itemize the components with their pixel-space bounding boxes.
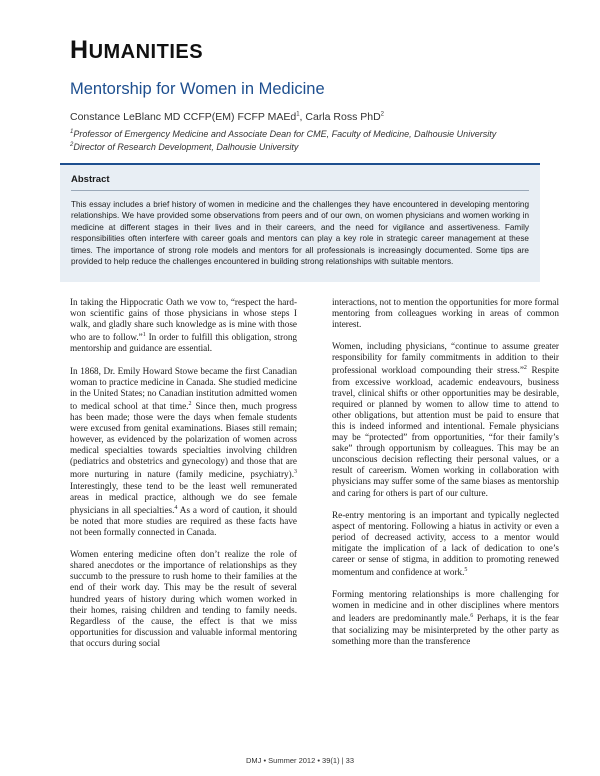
body-paragraph: interactions, not to mention the opportunities for more formal mentoring from colleagues working in areas of common interest. [332, 297, 559, 330]
abstract-heading: Abstract [71, 174, 110, 185]
body-paragraph: In taking the Hippocratic Oath we vow to, “respect the hard-won scientific gains of those physicians in whose steps I walk, and gladly share such knowledge as is mine with those who are to follow.”$^1$ In order to fulfill this obligation, strong mentorship and guidance are essential. [70, 297, 298, 354]
body-paragraph: Women entering medicine often don’t realize the role of shared anecdotes or the importance of relationships as they succumb to the pressure to rush home to their families at the end of their work day. This may be the result of several hundred years of history during which women worked in their homes, raising children and tending to family needs. Regardless of the cause, the effect is that we miss opportunities for discussion and valuable informal mentoring that occurs during social [70, 549, 297, 648]
affiliation-2: $^2$Director of Research Development, Dalhousie University [70, 142, 299, 152]
section-label: HUMANITIES [70, 36, 204, 64]
abstract-text: This essay includes a brief history of women in medicine and the challenges they have encountered in developing mentoring relationships. We have provided some observations from peers and of our own, on women physicians and women working in medicine at different stages in their lives and in their careers, and the need for vigilance and assertiveness. Family responsibilities often interfere with career goals and mentors can play a key role in strategic career management at these times. The importance of strong role models and mentors for all professionals is increasingly documented. Some tips are provided to help reduce the challenges encountered in building strong relationships with suitable mentors. [71, 200, 529, 267]
body-column-left [70, 297, 297, 660]
body-paragraph: In 1868, Dr. Emily Howard Stowe became the first Canadian woman to practice medicine in Canada. She studied medicine in the United States; no Canadian institution admitted women to medical school at that time.$^2$ Since then, much progress has been made; those were the days when female students were excused from genital examinations. Biases still remain; however, as evidenced by the polarization of women across medical specialties towards specialties involving children (pediatrics and obstetrics and gynecology) and those that are more nurturing in nature (family medicine, psychiatry).$^3$ Interestingly, these tend to be the least well remunerated areas in medical practice, although we do see female physicians in all specialties.$^4$ As a word of caution, it should be noted that more studies are required as these facts have not been formally connected in Canada. [70, 365, 298, 538]
affiliation-1: $^1$Professor of Emergency Medicine and Associate Dean for CME, Faculty of Medicine, Dalhousie University [70, 129, 497, 139]
abstract-box [60, 163, 540, 282]
body-paragraph: Forming mentoring relationships is more challenging for women in medicine and in other disciplines where mentors and leaders are predominantly male.$^6$ Perhaps, it is the fear that socializing may be misinterpreted by the other party as something more than the transference [332, 589, 559, 646]
page-footer: DMJ • Summer 2012 • 39(1) | 33 [245, 756, 355, 765]
article-title: Mentorship for Women in Medicine [70, 80, 325, 98]
body-paragraph: Women, including physicians, “continue to assume greater responsibility for family commitments in addition to their professional workload compounding their stress.”$^2$ Respite from excessive workload, academic endeavours, business travel, clinical shifts or other opportunities may be desirable, required or planned by women to allow time to attend to other obligations, but attention must be paid to ensure that this is indeed informed and intentional. Female physicians may be “protected” from opportunities, “for their family’s sake” through opportunism by colleagues. This may be an unconscious decision reflecting their personal values, or a result of careerism. Women working in collaboration with physicians may suffer some of the same biases as mentorship and caring for others is part of our culture. [332, 341, 559, 498]
body-column-right [332, 297, 559, 658]
abstract-divider [71, 190, 529, 191]
author-line: Constance LeBlanc MD CCFP(EM) FCFP MAEd$^1$, Carla Ross PhD$^2$ [70, 111, 385, 123]
body-paragraph: Re-entry mentoring is an important and typically neglected aspect of mentoring. Following a hiatus in activity or even a period of decreased activity, access to a mentor would mitigate the implication of a lack of dedication to one’s career or sense of stigma, in addition to promoting renewed momentum and confidence at work.$^5$ [332, 509, 559, 578]
